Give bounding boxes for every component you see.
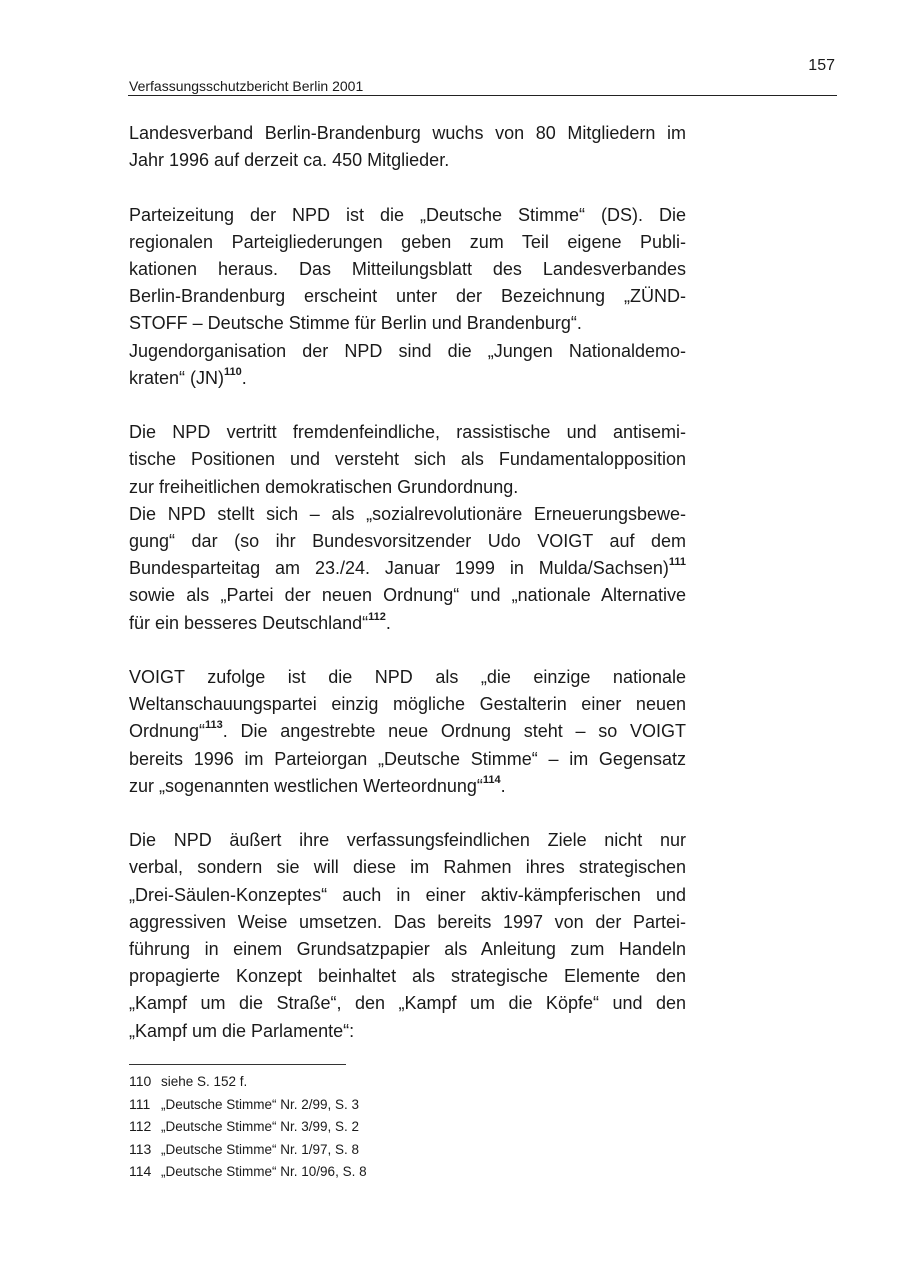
- text-line: STOFF – Deutsche Stimme für Berlin und Brandenburg“.: [129, 313, 582, 334]
- footnote-ref-113[interactable]: 113: [205, 719, 223, 732]
- paragraph-party-newspaper: [129, 202, 686, 392]
- text-line: „Kampf um die Straße“, den „Kampf um die Köpfe“ und den: [129, 993, 686, 1014]
- footnote-text: „Deutsche Stimme“ Nr. 10/96, S. 8: [161, 1164, 367, 1180]
- footnote-number: 111: [129, 1095, 151, 1112]
- footnote-text: „Deutsche Stimme“ Nr. 3/99, S. 2: [161, 1119, 360, 1135]
- text-line: Jahr 1996 auf derzeit ca. 450 Mitglieder.: [129, 150, 450, 171]
- footnotes: [129, 1073, 367, 1186]
- footnote-text: „Deutsche Stimme“ Nr. 1/97, S. 8: [161, 1141, 360, 1157]
- footnote-110: [129, 1073, 367, 1096]
- text-fragment: Bundesparteitag am 23./24. Januar 1999 in Mulda/Sachsen): [129, 558, 669, 579]
- text-fragment: .: [241, 367, 247, 388]
- footnote-ref-114[interactable]: 114: [482, 773, 501, 786]
- text-line: sowie als „Partei der neuen Ordnung“ und „nationale Alternative: [129, 585, 686, 606]
- footnote-ref-111[interactable]: 111: [668, 556, 686, 569]
- footnote-number: 110: [129, 1073, 152, 1089]
- text-line: regionalen Parteigliederungen geben zum Teil eigene Publi-: [129, 231, 686, 252]
- text-fragment: .: [385, 612, 391, 633]
- page-number: 157: [808, 57, 835, 74]
- text-line: „Drei-Säulen-Konzeptes“ auch in einer aktiv-kämpferischen und: [129, 884, 686, 905]
- text-fragment: Ordnung“: [129, 721, 206, 742]
- text-line: Die NPD stellt sich – als „sozialrevolutionäre Erneuerungsbewe-: [129, 503, 686, 524]
- paragraph-voigt: [129, 664, 686, 800]
- text-line: gung“ dar (so ihr Bundesvorsitzender Udo VOIGT auf dem: [129, 531, 686, 552]
- text-line: tische Positionen und versteht sich als Fundamentalopposition: [129, 449, 686, 470]
- footnote-114: [129, 1163, 367, 1186]
- text-fragment: .: [500, 775, 506, 796]
- footnote-separator: [129, 1064, 346, 1065]
- footnote-ref-112[interactable]: 112: [368, 610, 386, 623]
- footnote-number: 114: [129, 1163, 152, 1180]
- footnote-text: „Deutsche Stimme“ Nr. 2/99, S. 3: [161, 1096, 360, 1112]
- text-fragment: kraten“ (JN): [129, 367, 225, 388]
- text-line: „Kampf um die Parlamente“:: [129, 1020, 355, 1041]
- running-header-title: Verfassungsschutzbericht Berlin 2001: [129, 78, 364, 94]
- text-line: [129, 610, 686, 637]
- footnote-113: [129, 1141, 367, 1164]
- text-line: kationen heraus. Das Mitteilungsblatt des Landesverbandes: [129, 259, 686, 279]
- text-line: aggressiven Weise umsetzen. Das bereits 1997 von der Partei-: [129, 911, 686, 932]
- text-line: Parteizeitung der NPD ist die „Deutsche Stimme“ (DS). Die: [129, 204, 686, 225]
- text-line: bereits 1996 im Parteiorgan „Deutsche Stimme“ – im Gegensatz: [129, 748, 686, 769]
- text-line: Die NPD vertritt fremdenfeindliche, rassistische und antisemi-: [129, 422, 686, 443]
- footnote-ref-110[interactable]: 110: [224, 365, 242, 378]
- text-fragment: . Die angestrebte neue Ordnung steht – so VOIGT: [222, 721, 686, 742]
- text-line: führung in einem Grundsatzpapier als Anleitung zum Handeln: [129, 939, 686, 960]
- text-line: verbal, sondern sie will diese im Rahmen ihres strategischen: [129, 857, 686, 878]
- text-line: Landesverband Berlin-Brandenburg wuchs von 80 Mitgliedern im: [129, 123, 686, 143]
- paragraph-membership: [129, 120, 686, 174]
- paragraph-positions: [129, 419, 686, 637]
- text-line: Die NPD äußert ihre verfassungsfeindlichen Ziele nicht nur: [129, 830, 686, 851]
- footnote-text: siehe S. 152 f.: [161, 1074, 248, 1089]
- text-line: Berlin-Brandenburg erscheint unter der Bezeichnung „ZÜND-: [129, 286, 686, 307]
- text-line: [129, 365, 686, 392]
- paragraph-three-pillars: [129, 827, 686, 1045]
- text-line: [129, 773, 686, 800]
- text-line: VOIGT zufolge ist die NPD als „die einzige nationale: [129, 667, 686, 688]
- footnote-111: [129, 1096, 367, 1119]
- text-line: [129, 555, 686, 582]
- text-line: zur freiheitlichen demokratischen Grundordnung.: [129, 476, 519, 497]
- text-fragment: für ein besseres Deutschland“: [129, 612, 369, 633]
- header-rule: [128, 95, 837, 96]
- footnote-number: 112: [129, 1118, 152, 1135]
- footnote-112: [129, 1118, 367, 1141]
- text-fragment: zur „sogenannten westlichen Werteordnung“: [129, 775, 483, 796]
- text-line: Jugendorganisation der NPD sind die „Jungen Nationaldemo-: [129, 340, 686, 361]
- footnote-number: 113: [129, 1140, 152, 1157]
- text-line: propagierte Konzept beinhaltet als strategische Elemente den: [129, 966, 686, 987]
- body-text: [129, 120, 686, 1045]
- text-line: Weltanschauungspartei einzig mögliche Gestalterin einer neuen: [129, 694, 686, 715]
- text-line: [129, 718, 686, 745]
